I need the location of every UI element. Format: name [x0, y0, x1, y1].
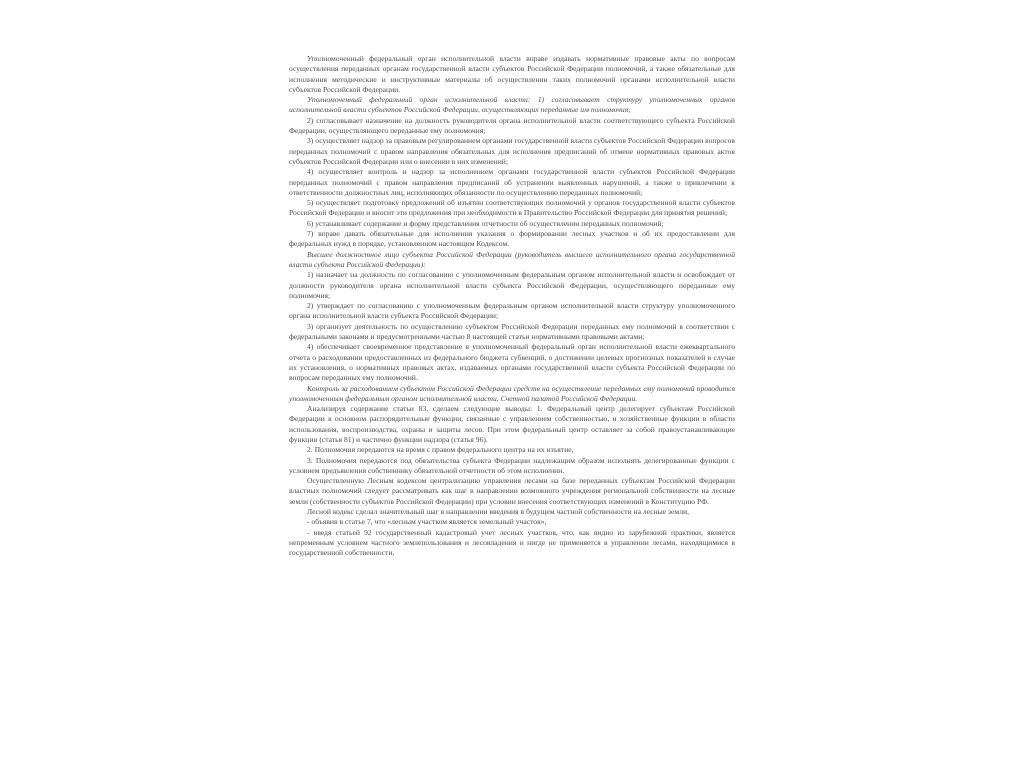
doc-paragraph: 3. Полномочия передаются под обязательства субъекта Федерации надлежащим образом исполнять делегированные функции с условием предъявления собственнику обязательной отчетности об этом исполнении. — [289, 455, 735, 475]
doc-paragraph: - введя статьей 92 государственный кадастровый учет лесных участков, что, как видно из зарубежной практики, является непременным условием частного землепользования и лесовладения и нигде не применяется в управлении лесами, находящимися в государственной собственности, — [289, 527, 735, 558]
doc-paragraph: Уполномоченный федеральный орган исполнительной власти вправе издавать нормативные правовые акты по вопросам осуществления переданных органам государственной власти субъектов Российской Федерации полномочий, а также обязательные для исполнения методические и инструктивные материалы об осуществлении таких полномочий органами исполнительной власти субъектов Российской Федерации. — [289, 54, 735, 94]
doc-paragraph: 1) назначает на должность по согласованию с уполномоченным федеральным органом исполнительной власти и освобождает от должности руководителя органа исполнительной власти субъекта Российской Федерации, осуществляющего переданные ему полномочия; — [289, 270, 735, 300]
doc-paragraph: - объявив в статье 7, что «лесным участком является земельный участок», — [307, 517, 547, 527]
doc-paragraph: 2) согласовывает назначение на должность руководителя органа исполнительной власти соответствующего субъекта Российской Федерации, осуществляющего переданные ему полномочия; — [289, 115, 735, 136]
doc-paragraph: 7) вправе давать обязательные для исполнения указания о формировании лесных участков и об их предоставлении для федеральных нужд в порядке, установленном настоящим Кодексом. — [289, 229, 735, 249]
doc-paragraph: Анализируя содержание статьи 83, сделаем следующие выводы: 1. Федеральный центр делегирует субъектам Российской Федерации в основном распорядительные функции, связанные с управлением собственностью, и хозяйственные функции в области использования, воспроизводства, охраны и защиты лесов. При этом федеральный центр оставляет за собой правоустанавливающие функции (статья 81) и частично функции надзора (статья 96). — [289, 404, 735, 444]
doc-paragraph: 6) устанавливает содержание и форму представления отчетности об осуществлении переданных полномочий; — [307, 218, 664, 228]
doc-paragraph: 5) осуществляет подготовку предложений об изъятии соответствующих полномочий у органов государственной власти субъектов Российской Федерации и вносит эти предложения при необходимости в Правительство Российской Федерации для принятия решений; — [289, 198, 735, 218]
doc-paragraph: Лесной кодекс сделал значительный шаг в направлении введения в будущем частной собственности на лесные земли, — [307, 507, 689, 517]
doc-paragraph: Высшее должностное лицо субъекта Российской Федерации (руководитель высшего исполнительного органа государственной власти субъекта Российской Федерации): — [289, 249, 735, 269]
doc-paragraph: 4) осуществляет контроль и надзор за исполнением органами государственной власти субъектов Российской Федерации переданных полномочий с правом направления предписаний об устранении выявленных нарушений, а также о привлечении к ответственности должностных лиц, исполняющих обязанности по осуществлению переданных полномочий; — [289, 167, 735, 197]
doc-paragraph: Контроль за расходованием субъектом Российской Федерации средств на осуществление переданных ему полномочий проводится уполномоченным федеральным органом исполнительной власти, Счетной палатой Российской Федерации. — [289, 383, 735, 403]
doc-paragraph: 4) обеспечивает своевременное представление в уполномоченный федеральный орган исполнительной власти ежеквартального отчета о расходовании предоставленных из федерального бюджета субвенций, о достижении целевых прогнозных показателей в случае их установления, о нормативных правовых актах, издаваемых органами государственной власти субъекта Российской Федерации по вопросам переданных ему полномочий. — [289, 342, 735, 383]
doc-paragraph: Осуществленную Лесным кодексом централизацию управления лесами на базе переданных субъектам Российской Федерации властных полномочий следует рассматривать как шаг в направлении возможного учреждения региональной собственности на лесные земли (собственности субъектов Российской Федерации) при условии внесения соответствующих изменений в Конституцию РФ. — [289, 476, 735, 506]
doc-paragraph: 2. Полномочия передаются на время с правом федерального центра на их изъятие, — [307, 445, 574, 455]
doc-paragraph: 2) утверждает по согласованию с уполномоченным федеральным органом исполнительной власти структуру уполномоченного органа исполнительной власти субъекта Российской Федерации; — [289, 301, 735, 321]
doc-paragraph: 3) осуществляет надзор за правовым регулированием органами государственной власти субъектов Российской Федерации вопросов переданных полномочий с правом направления обязательных для исполнения предписаний об отмене нормативных правовых актов субъектов Российской Федерации или о внесении в них изменений; — [289, 136, 735, 166]
doc-paragraph: Уполномоченный федеральный орган исполнительной власти: 1) согласовывает структуру уполномоченных органов исполнительной власти субъектов Российской Федерации, осуществляющих переданные им полномочия; — [289, 95, 735, 115]
doc-paragraph: 3) организует деятельность по осуществлению субъектом Российской Федерации переданных ему полномочий в соответствии с федеральными законами и предусмотренными частью 8 настоящей статьи нормативными правовыми актами; — [289, 321, 735, 342]
scanned-document-page — [289, 54, 735, 559]
